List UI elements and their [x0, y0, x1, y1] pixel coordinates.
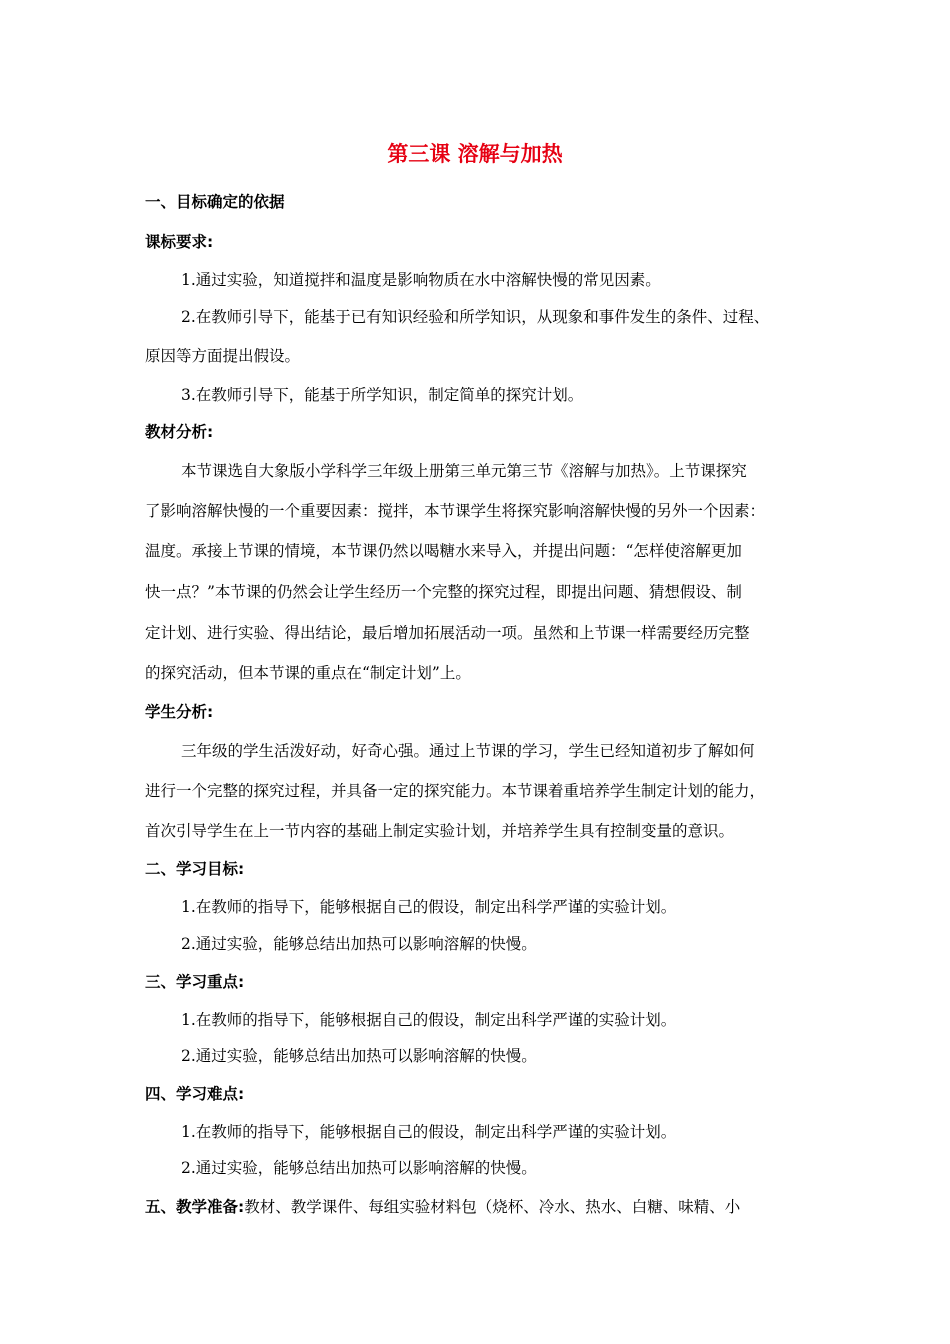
- section-heading-3: 三、学习重点:: [145, 973, 245, 991]
- curriculum-label: 课标要求:: [145, 233, 214, 251]
- student-line: 进行一个完整的探究过程，并具备一定的探究能力。本节课着重培养学生制定计划的能力，: [145, 782, 766, 800]
- curriculum-item-3: 3.在教师引导下，能基于所学知识，制定简单的探究计划。: [181, 386, 584, 404]
- curriculum-item-2-cont: 原因等方面提出假设。: [145, 347, 301, 365]
- section-heading-1: 一、目标确定的依据: [145, 193, 285, 211]
- student-analysis-label: 学生分析:: [145, 703, 214, 721]
- section-heading-5: [145, 1195, 740, 1217]
- material-line: 本节课选自大象版小学科学三年级上册第三单元第三节《溶解与加热》。上节课探究: [181, 462, 747, 480]
- key-point-item-2: 2.通过实验，能够总结出加热可以影响溶解的快慢。: [181, 1047, 537, 1065]
- student-line: 三年级的学生活泼好动，好奇心强。通过上节课的学习，学生已经知道初步了解如何: [181, 742, 755, 760]
- material-line: 了影响溶解快慢的一个重要因素：搅拌，本节课学生将探究影响溶解快慢的另外一个因素：: [145, 502, 766, 520]
- material-line: 快一点？”本节课的仍然会让学生经历一个完整的探究过程，即提出问题、猜想假设、制: [145, 583, 742, 601]
- material-line: 的探究活动，但本节课的重点在“制定计划”上。: [145, 664, 471, 682]
- student-line: 首次引导学生在上一节内容的基础上制定实验计划，并培养学生具有控制变量的意识。: [145, 822, 735, 840]
- section-heading-4: 四、学习难点:: [145, 1085, 245, 1103]
- prep-label: 五、教学准备:: [145, 1198, 245, 1216]
- key-point-item-1: 1.在教师的指导下，能够根据自己的假设，制定出科学严谨的实验计划。: [181, 1011, 677, 1029]
- material-line: 定计划、进行实验、得出结论，最后增加拓展活动一项。虽然和上节课一样需要经历完整: [145, 624, 750, 642]
- difficulty-item-1: 1.在教师的指导下，能够根据自己的假设，制定出科学严谨的实验计划。: [181, 1123, 677, 1141]
- curriculum-item-2: 2.在教师引导下，能基于已有知识经验和所学知识，从现象和事件发生的条件、过程、: [181, 308, 770, 326]
- section-heading-2: 二、学习目标:: [145, 860, 245, 878]
- material-analysis-label: 教材分析:: [145, 423, 214, 441]
- difficulty-item-2: 2.通过实验，能够总结出加热可以影响溶解的快慢。: [181, 1159, 537, 1177]
- prep-text: 教材、教学课件、每组实验材料包（烧杯、冷水、热水、白糖、味精、小: [244, 1198, 741, 1216]
- document-title: 第三课 溶解与加热: [387, 142, 563, 166]
- goal-item-2: 2.通过实验，能够总结出加热可以影响溶解的快慢。: [181, 935, 537, 953]
- goal-item-1: 1.在教师的指导下，能够根据自己的假设，制定出科学严谨的实验计划。: [181, 898, 677, 916]
- material-line: 温度。承接上节课的情境，本节课仍然以喝糖水来导入，并提出问题：“怎样使溶解更加: [145, 542, 742, 560]
- curriculum-item-1: 1.通过实验，知道搅拌和温度是影响物质在水中溶解快慢的常见因素。: [181, 271, 661, 289]
